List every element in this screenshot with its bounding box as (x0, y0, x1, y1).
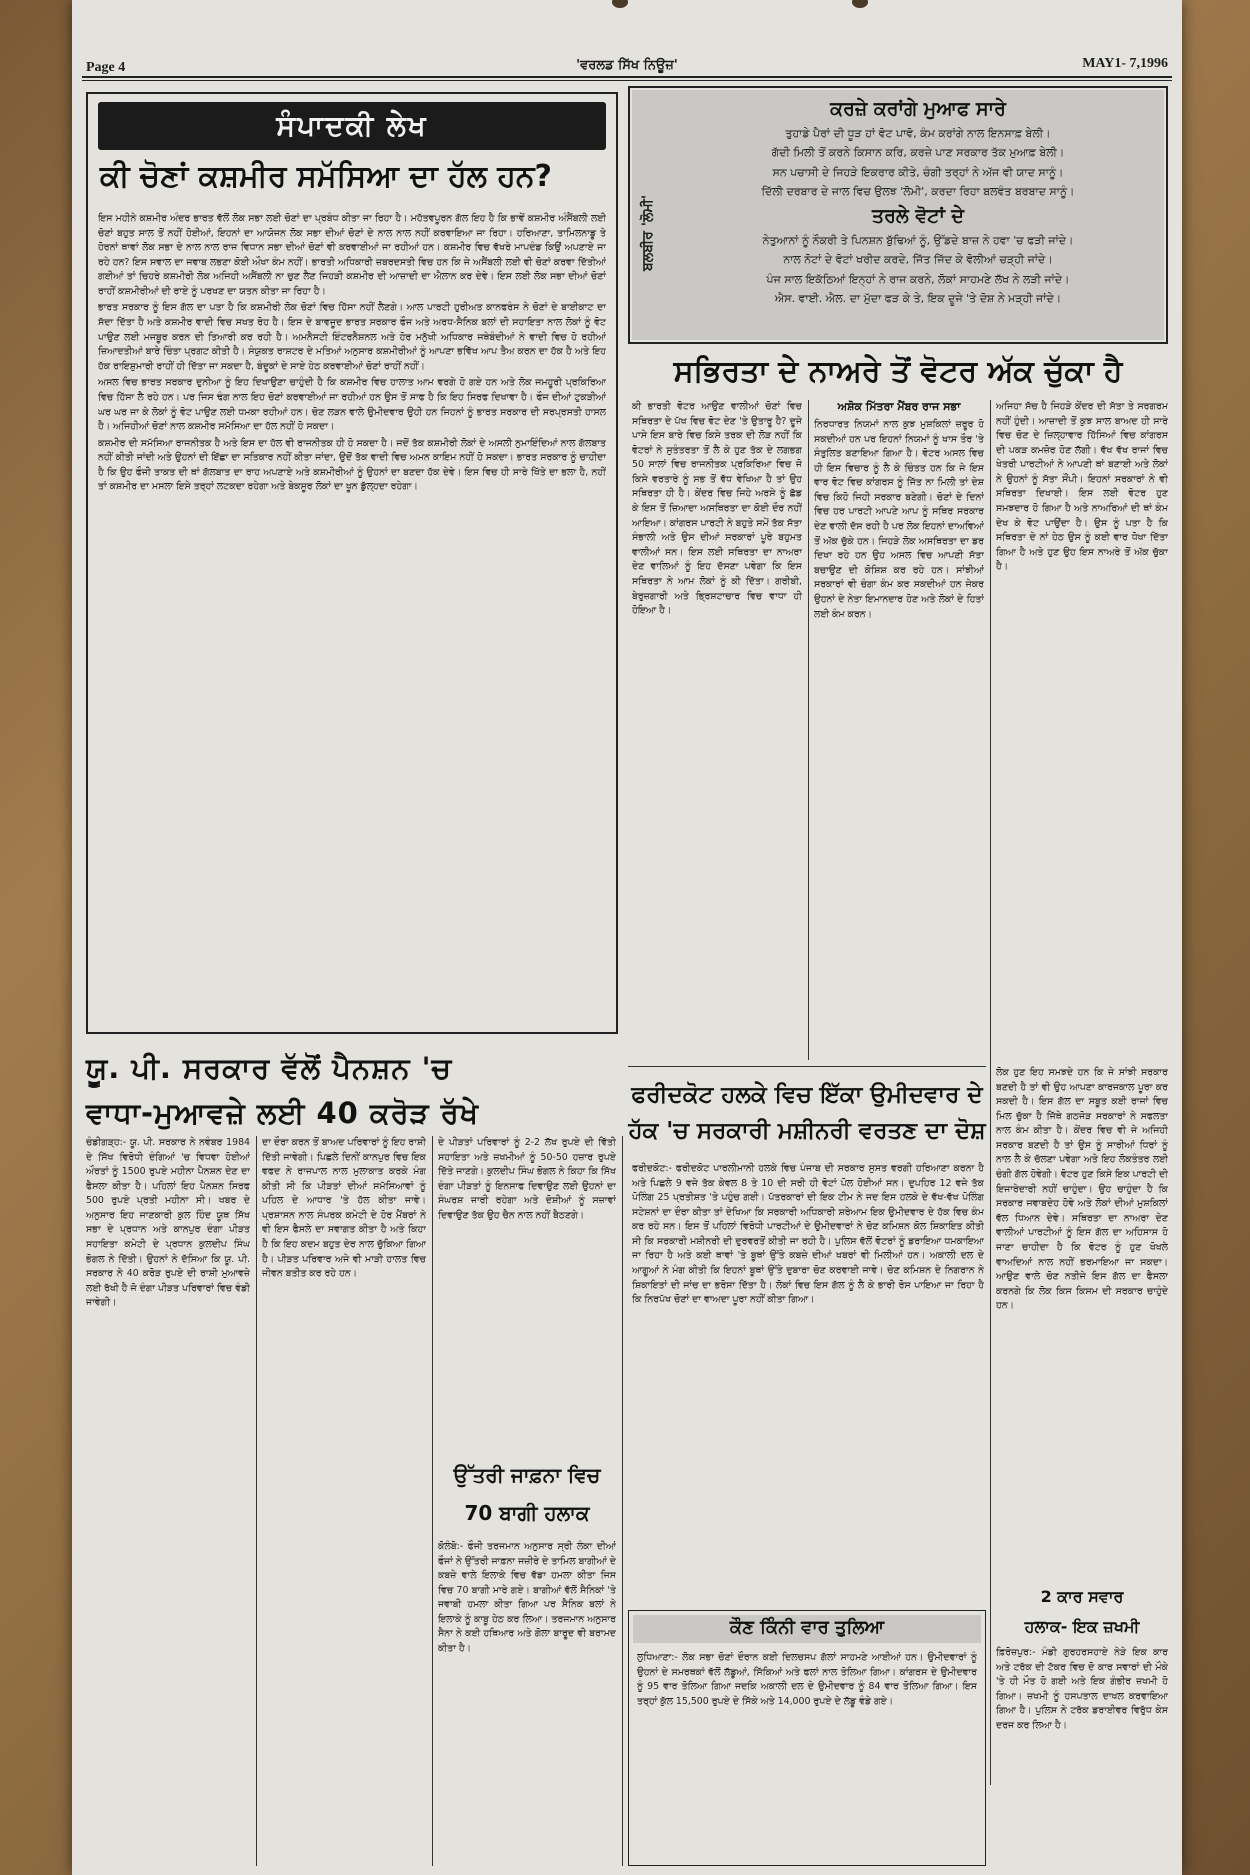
accident-headline (996, 1582, 1168, 1641)
jaffna-headline-line: 70 ਬਾਗੀ ਹਲਾਕ (464, 1501, 590, 1525)
voters-column-3: ਅਜਿਹਾ ਸੱਚ ਹੈ ਜਿਹੜੇ ਕੇਂਦਰ ਦੀ ਸੱਤਾ ਤੇ ਸਰਗਰਮ ਨਹੀਂ ਹੁੰਦੀ। ਆਜ਼ਾਦੀ ਤੋਂ ਕੁਝ ਸਾਲ ਬਾਅਦ ਹੀ ਸਾਰੇ ਵਿਚ ਚੋਣ ਦੇ ਜ਼ਿਲ੍ਹਾਵਾਰ ਹਿੱਸਿਆਂ ਵਿਚ ਕਾਂਗਰਸ ਦੀ ਪਕੜ ਕਮਜ਼ੋਰ ਹੋਣ ਲੱਗੀ। ਵੱਖ ਵੱਖ ਰਾਜਾਂ ਵਿਚ ਖੇਤਰੀ ਪਾਰਟੀਆਂ ਨੇ ਆਪਣੀ ਥਾਂ ਬਣਾਈ ਅਤੇ ਲੋਕਾਂ ਨੇ ਉਹਨਾਂ ਨੂੰ ਸੱਤਾ ਸੌਂਪੀ। ਇਹਨਾਂ ਸਰਕਾਰਾਂ ਨੇ ਵੀ ਸਥਿਰਤਾ ਦਿਖਾਈ। ਇਸ ਲਈ ਵੋਟਰ ਹੁਣ ਸਮਝਦਾਰ ਹੋ ਗਿਆ ਹੈ ਅਤੇ ਨਾਅਰਿਆਂ ਦੀ ਥਾਂ ਕੰਮ ਦੇਖ ਕੇ ਵੋਟ ਪਾਉਂਦਾ ਹੈ। ਉਸ ਨੂੰ ਪਤਾ ਹੈ ਕਿ ਸਥਿਰਤਾ ਦੇ ਨਾਂ ਹੇਠ ਉਸ ਨੂੰ ਕਈ ਵਾਰ ਧੋਖਾ ਦਿੱਤਾ ਗਿਆ ਹੈ ਅਤੇ ਹੁਣ ਉਹ ਇਸ ਨਾਅਰੇ ਤੋਂ ਅੱਕ ਚੁੱਕਾ ਹੈ। (996, 401, 1168, 573)
pension-headline-line: ਵਾਧਾ-ਮੁਆਵਜ਼ੇ ਲਈ 40 ਕਰੋੜ ਰੱਖੇ (86, 1095, 480, 1130)
poem-line: ਨੇਤੁਆਨਾਂ ਨੂੰ ਨੌਕਰੀ ਤੇ ਪਿਨਸ਼ਨ ਬੁੱਢਿਆਂ ਨੂੰ, ਉੱਡਦੇ ਬਾਜ਼ ਨੇ ਹਵਾ 'ਚ ਫੜੀ ਜਾਂਦੇ। (762, 234, 1074, 247)
faridkot-headline (628, 1078, 986, 1149)
voters-column-2 (814, 400, 984, 1060)
jaffna-headline-line: ਉੱਤਰੀ ਜਾਫ਼ਨਾ ਵਿਚ (453, 1463, 601, 1487)
voters-column-4: ਲੋਕ ਹੁਣ ਇਹ ਸਮਝਦੇ ਹਨ ਕਿ ਜੇ ਸਾਂਝੀ ਸਰਕਾਰ ਬਣਦੀ ਹੈ ਤਾਂ ਵੀ ਉਹ ਆਪਣਾ ਕਾਰਜਕਾਲ ਪੂਰਾ ਕਰ ਸਕਦੀ ਹੈ। ਇਸ ਗੱਲ ਦਾ ਸਬੂਤ ਕਈ ਰਾਜਾਂ ਵਿਚ ਮਿਲ ਚੁੱਕਾ ਹੈ ਜਿੱਥੇ ਗਠਜੋੜ ਸਰਕਾਰਾਂ ਨੇ ਸਫਲਤਾ ਨਾਲ ਕੰਮ ਕੀਤਾ ਹੈ। ਕੇਂਦਰ ਵਿਚ ਵੀ ਜੇ ਅਜਿਹੀ ਸਰਕਾਰ ਬਣਦੀ ਹੈ ਤਾਂ ਉਸ ਨੂੰ ਸਾਰੀਆਂ ਧਿਰਾਂ ਨੂੰ ਨਾਲ ਲੈ ਕੇ ਚੱਲਣਾ ਪਵੇਗਾ ਅਤੇ ਇਹ ਲੋਕਤੰਤਰ ਲਈ ਚੰਗੀ ਗੱਲ ਹੋਵੇਗੀ। ਵੋਟਰ ਹੁਣ ਕਿਸੇ ਇਕ ਪਾਰਟੀ ਦੀ ਇਜਾਰੇਦਾਰੀ ਨਹੀਂ ਚਾਹੁੰਦਾ। ਉਹ ਚਾਹੁੰਦਾ ਹੈ ਕਿ ਸਰਕਾਰ ਜਵਾਬਦੇਹ ਹੋਵੇ ਅਤੇ ਲੋਕਾਂ ਦੀਆਂ ਮੁਸ਼ਕਿਲਾਂ ਵੱਲ ਧਿਆਨ ਦੇਵੇ। ਸਥਿਰਤਾ ਦਾ ਨਾਅਰਾ ਦੇਣ ਵਾਲੀਆਂ ਪਾਰਟੀਆਂ ਨੂੰ ਇਸ ਗੱਲ ਦਾ ਅਹਿਸਾਸ ਹੋ ਜਾਣਾ ਚਾਹੀਦਾ ਹੈ ਕਿ ਵੋਟਰ ਨੂੰ ਹੁਣ ਖੋਖਲੇ ਵਾਅਦਿਆਂ ਨਾਲ ਨਹੀਂ ਭਰਮਾਇਆ ਜਾ ਸਕਦਾ। ਆਉਣ ਵਾਲੇ ਚੋਣ ਨਤੀਜੇ ਇਸ ਗੱਲ ਦਾ ਫੈਸਲਾ ਕਰਨਗੇ ਕਿ ਲੋਕ ਕਿਸ ਕਿਸਮ ਦੀ ਸਰਕਾਰ ਚਾਹੁੰਦੇ ਹਨ। (996, 1067, 1168, 1312)
column-divider (256, 1136, 257, 1866)
poem-line: ਨਾਲ ਨੋਟਾਂ ਦੇ ਵੋਟਾਂ ਖਰੀਦ ਕਰਦੇ, ਜਿੱਤ ਜਿੱਦ ਕੇ ਵੋਲੀਆਂ ਚੜ੍ਹੀ ਜਾਂਦੇ। (783, 253, 1053, 267)
poem-line: ਐਸ. ਵਾਈ. ਐਲ. ਦਾ ਮੁੱਦਾ ਫੜ ਕੇ ਤੇ, ਇਕ ਦੂਜੇ 'ਤੇ ਦੋਸ਼ ਨੇ ਮੜ੍ਹੀ ਜਾਂਦੇ। (774, 291, 1062, 305)
poem-line: ਦਿੱਲੀ ਦਰਬਾਰ ਦੇ ਜਾਲ ਵਿਚ ਉਲਝ 'ਲੋਮੀ', ਕਰਦਾ ਰਿਹਾ ਬਲਵੰਤ ਬਰਬਾਦ ਸਾਨੂੰ। (761, 184, 1075, 198)
column-divider (432, 1136, 433, 1866)
count-box (628, 1610, 986, 1866)
section-rule (628, 1066, 986, 1067)
editorial-banner: ਸੰਪਾਦਕੀ ਲੇਖ (98, 102, 606, 150)
poem-title-2: ਤਰਲੇ ਵੋਟਾਂ ਦੇ (871, 205, 965, 227)
accident-headline-line: ਹਲਾਕ- ਇਕ ਜ਼ਖਮੀ (1024, 1616, 1140, 1636)
pension-headline-line: ਯੂ. ਪੀ. ਸਰਕਾਰ ਵੱਲੋਂ ਪੈਨਸ਼ਨ 'ਚ (86, 1051, 453, 1085)
punch-hole (852, 0, 868, 8)
pension-column-2: ਦਾ ਦੌਰਾ ਕਰਨ ਤੋਂ ਬਾਅਦ ਪਰਿਵਾਰਾਂ ਨੂੰ ਇਹ ਰਾਸ਼ੀ ਦਿੱਤੀ ਜਾਵੇਗੀ। ਪਿਛਲੇ ਦਿਨੀਂ ਕਾਨਪੁਰ ਵਿਚ ਇਕ ਵਫਦ ਨੇ ਰਾਜਪਾਲ ਨਾਲ ਮੁਲਾਕਾਤ ਕਰਕੇ ਮੰਗ ਕੀਤੀ ਸੀ ਕਿ ਪੀੜਤਾਂ ਦੀਆਂ ਸਮੱਸਿਆਵਾਂ ਨੂੰ ਪਹਿਲ ਦੇ ਆਧਾਰ 'ਤੇ ਹੱਲ ਕੀਤਾ ਜਾਵੇ। ਪ੍ਰਸ਼ਾਸਨ ਨਾਲ ਸੰਪਰਕ ਕਮੇਟੀ ਦੇ ਹੋਰ ਮੈਂਬਰਾਂ ਨੇ ਵੀ ਇਸ ਫੈਸਲੇ ਦਾ ਸਵਾਗਤ ਕੀਤਾ ਹੈ ਅਤੇ ਕਿਹਾ ਹੈ ਕਿ ਇਹ ਕਦਮ ਬਹੁਤ ਦੇਰ ਨਾਲ ਚੁੱਕਿਆ ਗਿਆ ਹੈ। ਪੀੜਤ ਪਰਿਵਾਰ ਅਜੇ ਵੀ ਮਾੜੀ ਹਾਲਤ ਵਿਚ ਜੀਵਨ ਬਤੀਤ ਕਰ ਰਹੇ ਹਨ। (262, 1137, 426, 1280)
editorial-box (86, 92, 618, 1034)
page-number: Page 4 (86, 60, 126, 75)
count-title: ਕੌਣ ਕਿੰਨੀ ਵਾਰ ਤੁਲਿਆ (729, 1617, 885, 1638)
newspaper-name: 'ਵਰਲਡ ਸਿੱਖ ਨਿਊਜ਼' (576, 58, 678, 73)
poem-title-1: ਕਰਜ਼ੇ ਕਰਾਂਗੇ ਮੁਆਫ ਸਾਰੇ (830, 98, 1006, 120)
pension-column-1: ਚੰਡੀਗੜ੍ਹ:- ਯੂ. ਪੀ. ਸਰਕਾਰ ਨੇ ਨਵੰਬਰ 1984 ਦੇ ਸਿੱਖ ਵਿਰੋਧੀ ਦੰਗਿਆਂ 'ਚ ਵਿਧਵਾ ਹੋਈਆਂ ਔਰਤਾਂ ਨੂੰ 1500 ਰੁਪਏ ਮਹੀਨਾ ਪੈਨਸ਼ਨ ਦੇਣ ਦਾ ਫੈਸਲਾ ਕੀਤਾ ਹੈ। ਪਹਿਲਾਂ ਇਹ ਪੈਨਸ਼ਨ ਸਿਰਫ 500 ਰੁਪਏ ਪ੍ਰਤੀ ਮਹੀਨਾ ਸੀ। ਖਬਰ ਦੇ ਅਨੁਸਾਰ ਇਹ ਜਾਣਕਾਰੀ ਕੁਲ ਹਿੰਦ ਯੂਥ ਸਿੱਖ ਸਭਾ ਦੇ ਪ੍ਰਧਾਨ ਅਤੇ ਕਾਨਪੁਰ ਦੰਗਾ ਪੀੜਤ ਸਹਾਇਤਾ ਕਮੇਟੀ ਦੇ ਪ੍ਰਧਾਨ ਕੁਲਦੀਪ ਸਿੰਘ ਭੋਗਲ ਨੇ ਦਿੱਤੀ। ਉਹਨਾਂ ਨੇ ਦੱਸਿਆ ਕਿ ਯੂ. ਪੀ. ਸਰਕਾਰ ਨੇ 40 ਕਰੋੜ ਰੁਪਏ ਦੀ ਰਾਸ਼ੀ ਮੁਆਵਜ਼ੇ ਲਈ ਰੱਖੀ ਹੈ ਜੋ ਦੰਗਾ ਪੀੜਤ ਪਰਿਵਾਰਾਂ ਵਿਚ ਵੰਡੀ ਜਾਵੇਗੀ। (86, 1137, 250, 1309)
editorial-paragraph: ਇਸ ਮਹੀਨੇ ਕਸ਼ਮੀਰ ਅੰਦਰ ਭਾਰਤ ਵੱਲੋਂ ਲੋਕ ਸਭਾ ਲਈ ਚੋਣਾਂ ਦਾ ਪ੍ਰਬੰਧ ਕੀਤਾ ਜਾ ਰਿਹਾ ਹੈ। ਮਹੱਤਵਪੂਰਨ ਗੱਲ ਇਹ ਹੈ ਕਿ ਭਾਵੇਂ ਕਸ਼ਮੀਰ ਅੰਸੈਂਬਲੀ ਲਈ ਚੋਣਾਂ ਬਹੁਤ ਸਾਲ ਤੋਂ ਨਹੀਂ ਹੋਈਆਂ, ਇਹਨਾਂ ਦਾ ਆਯੋਜਨ ਲੋਕ ਸਭਾ ਦੀਆਂ ਚੋਣਾਂ ਦੇ ਨਾਲ ਨਾਲ ਨਹੀਂ ਕਰਵਾਇਆ ਜਾ ਰਿਹਾ। ਹਰਿਆਣਾ, ਤਾਮਿਲਨਾਡੂ ਤੇ ਹੋਰਨਾਂ ਥਾਵਾਂ ਲੋਕ ਸਭਾ ਦੇ ਨਾਲ ਨਾਲ ਰਾਜ ਵਿਧਾਨ ਸਭਾ ਦੀਆਂ ਚੋਣਾਂ ਵੀ ਕਰਵਾਈਆਂ ਜਾ ਰਹੀਆਂ ਹਨ। ਕਸ਼ਮੀਰ ਵਿਚ ਵੱਖਰੇ ਮਾਪਦੰਡ ਕਿਉਂ ਅਪਣਾਏ ਜਾ ਰਹੇ ਹਨ? ਇਸ ਸਵਾਲ ਦਾ ਜਵਾਬ ਲਭਣਾ ਕੋਈ ਔਖਾ ਕੰਮ ਨਹੀਂ। ਭਾਰਤੀ ਅਧਿਕਾਰੀ ਜ਼ਬਰਦਸਤੀ ਵਿਚ ਹਨ ਕਿ ਜੇ ਅਸੈਂਬਲੀ ਲਈ ਵੀ ਚੋਣਾਂ ਕਰਵਾ ਦਿੱਤੀਆਂ ਗਈਆਂ ਤਾਂ ਚਿਹਰੇ ਕਸ਼ਮੀਰੀ ਲੋਕ ਅਜਿਹੀ ਅਸੈਂਬਲੀ ਨਾ ਚੁਣ ਲੈਣ ਜਿਹੜੀ ਕਸ਼ਮੀਰ ਦੀ ਆਜ਼ਾਦੀ ਦਾ ਐਲਾਨ ਕਰ ਦੇਵੇ। ਇਸ ਲਈ ਲੋਕ ਸਭਾ ਦੀਆਂ ਚੋਣਾਂ ਰਾਹੀਂ ਕਸ਼ਮੀਰੀਆਂ ਦੀ ਰਾਏ ਨੂੰ ਪਰਖਣ ਦਾ ਯਤਨ ਕੀਤਾ ਜਾ ਰਿਹਾ ਹੈ। (98, 213, 606, 297)
newspaper-page (72, 0, 1182, 1875)
poem-stanza-1 (680, 124, 1156, 201)
column-divider (622, 1136, 623, 1866)
voters-column-1: ਕੀ ਭਾਰਤੀ ਵੋਟਰ ਆਉਣ ਵਾਲੀਆਂ ਚੋਣਾਂ ਵਿਚ ਸਥਿਰਤਾ ਦੇ ਪੱਖ ਵਿਚ ਵੋਟ ਦੇਣ 'ਤੇ ਉਤਾਰੂ ਹੈ? ਦੂਜੇ ਪਾਸੇ ਇਸ ਬਾਰੇ ਵਿਚ ਕਿਸੇ ਤਰਕ ਦੀ ਲੋੜ ਨਹੀਂ ਕਿ ਵੋਟਰਾਂ ਨੇ ਸੁਤੰਤਰਤਾ ਤੋਂ ਲੈ ਕੇ ਹੁਣ ਤੱਕ ਦੇ ਲਗਭਗ 50 ਸਾਲਾਂ ਵਿਚ ਰਾਜਨੀਤਕ ਪ੍ਰਕਿਰਿਆ ਵਿਚ ਜੋ ਕਿਸੇ ਵਰਤਾਰੇ ਨੂੰ ਸਭ ਤੋਂ ਵੱਧ ਵੇਖਿਆ ਹੈ ਤਾਂ ਉਹ ਸਥਿਰਤਾ ਹੀ ਹੈ। ਕੇਂਦਰ ਵਿਚ ਜਿਹੇ ਅਰਸੇ ਨੂੰ ਛੱਡ ਕੇ ਇਸ ਤੋਂ ਜ਼ਿਆਦਾ ਅਸਥਿਰਤਾ ਦਾ ਕੋਈ ਦੌਰ ਨਹੀਂ ਆਇਆ। ਕਾਂਗਰਸ ਪਾਰਟੀ ਨੇ ਬਹੁਤੇ ਸਮੇਂ ਤੱਕ ਸੱਤਾ ਸੰਭਾਲੀ ਅਤੇ ਉਸ ਦੀਆਂ ਸਰਕਾਰਾਂ ਪੂਰੇ ਬਹੁਮਤ ਵਾਲੀਆਂ ਸਨ। ਇਸ ਲਈ ਸਥਿਰਤਾ ਦਾ ਨਾਅਰਾ ਦੇਣ ਵਾਲਿਆਂ ਨੂੰ ਇਹ ਦੱਸਣਾ ਪਵੇਗਾ ਕਿ ਇਸ ਸਥਿਰਤਾ ਨੇ ਆਮ ਲੋਕਾਂ ਨੂੰ ਕੀ ਦਿੱਤਾ। ਗਰੀਬੀ, ਬੇਰੁਜ਼ਗਾਰੀ ਅਤੇ ਭ੍ਰਿਸ਼ਟਾਚਾਰ ਵਿਚ ਵਾਧਾ ਹੀ ਹੋਇਆ ਹੈ। (632, 401, 802, 617)
pension-headline (86, 1046, 626, 1136)
editorial-paragraph: ਅਸਲ ਵਿਚ ਭਾਰਤ ਸਰਕਾਰ ਦੁਨੀਆ ਨੂੰ ਇਹ ਦਿਖਾਉਣਾ ਚਾਹੁੰਦੀ ਹੈ ਕਿ ਕਸ਼ਮੀਰ ਵਿਚ ਹਾਲਾਤ ਆਮ ਵਰਗੇ ਹੋ ਗਏ ਹਨ ਅਤੇ ਲੋਕ ਜਮਹੂਰੀ ਪ੍ਰਕਿਰਿਆ ਵਿਚ ਹਿੱਸਾ ਲੈ ਰਹੇ ਹਨ। ਪਰ ਜਿਸ ਢੰਗ ਨਾਲ ਇਹ ਚੋਣਾਂ ਕਰਵਾਈਆਂ ਜਾ ਰਹੀਆਂ ਹਨ ਉਸ ਤੋਂ ਸਾਫ ਹੈ ਕਿ ਇਹ ਸਿਰਫ ਦਿਖਾਵਾ ਹੈ। ਫੌਜ ਦੀਆਂ ਟੁਕੜੀਆਂ ਘਰ ਘਰ ਜਾ ਕੇ ਲੋਕਾਂ ਨੂੰ ਵੋਟ ਪਾਉਣ ਲਈ ਧਮਕਾ ਰਹੀਆਂ ਹਨ। ਚੋਣ ਲੜਨ ਵਾਲੇ ਉਮੀਦਵਾਰ ਉਹੀ ਹਨ ਜਿਹਨਾਂ ਨੂੰ ਭਾਰਤ ਸਰਕਾਰ ਦੀ ਸਰਪ੍ਰਸਤੀ ਹਾਸਲ ਹੈ। ਅਜਿਹੀਆਂ ਚੋਣਾਂ ਨਾਲ ਕਸ਼ਮੀਰ ਸਮੱਸਿਆ ਦਾ ਹੱਲ ਨਹੀਂ ਹੋ ਸਕਦਾ। (98, 377, 606, 433)
issue-date: MAY1- 7,1996 (1082, 56, 1168, 71)
poem-line: ਸਨ ਪਚਾਸੀ ਦੇ ਜਿਹੜੇ ਇਕਰਾਰ ਕੀਤੇ, ਚੰਗੀ ਤਰ੍ਹਾਂ ਨੇ ਅੱਜ ਵੀ ਯਾਦ ਸਾਨੂੰ। (772, 165, 1064, 179)
poet-name: ਬਲਬੀਰ 'ਲੋਮੀ' (640, 194, 656, 272)
faridkot-headline-line: ਹੱਕ 'ਚ ਸਰਕਾਰੀ ਮਸ਼ੀਨਰੀ ਵਰਤਣ ਦਾ ਦੋਸ਼ (628, 1117, 986, 1144)
faridkot-body: ਫਰੀਦਕੋਟ:- ਫਰੀਦਕੋਟ ਪਾਰਲੀਮਾਨੀ ਹਲਕੇ ਵਿਚ ਪੰਜਾਬ ਦੀ ਸਰਕਾਰ ਸੁਸਤ ਵਰਗੀ ਹਰਿਆਣਾ ਕਰਨਾ ਹੈ ਅਤੇ ਪਿਛਲੇ 9 ਵਜੇ ਤੱਕ ਕੇਵਲ 8 ਤੇ 10 ਦੀ ਸਰੀ ਹੀ ਵੋਟਾਂ ਪੋਲ ਹੋਈਆਂ ਸਨ। ਦੁਪਹਿਰ 12 ਵਜੇ ਤੱਕ ਪੋਲਿੰਗ 25 ਪ੍ਰਤੀਸ਼ਤ 'ਤੇ ਪਹੁੰਚ ਗਈ। ਪੱਤਰਕਾਰਾਂ ਦੀ ਇਕ ਟੀਮ ਨੇ ਜਦ ਇਸ ਹਲਕੇ ਦੇ ਵੱਖ-ਵੱਖ ਪੋਲਿੰਗ ਸਟੇਸ਼ਨਾਂ ਦਾ ਦੌਰਾ ਕੀਤਾ ਤਾਂ ਦੇਖਿਆ ਕਿ ਸਰਕਾਰੀ ਅਧਿਕਾਰੀ ਸ਼ਰੇਆਮ ਇਕ ਉਮੀਦਵਾਰ ਦੇ ਹੱਕ ਵਿਚ ਕੰਮ ਕਰ ਰਹੇ ਸਨ। ਇਸ ਤੋਂ ਪਹਿਲਾਂ ਵਿਰੋਧੀ ਪਾਰਟੀਆਂ ਦੇ ਉਮੀਦਵਾਰਾਂ ਨੇ ਚੋਣ ਕਮਿਸ਼ਨ ਕੋਲ ਸ਼ਿਕਾਇਤ ਕੀਤੀ ਸੀ ਕਿ ਸਰਕਾਰੀ ਮਸ਼ੀਨਰੀ ਦੀ ਦੁਰਵਰਤੋਂ ਕੀਤੀ ਜਾ ਰਹੀ ਹੈ। ਪੁਲਿਸ ਵੱਲੋਂ ਵੋਟਰਾਂ ਨੂੰ ਡਰਾਇਆ ਧਮਕਾਇਆ ਜਾ ਰਿਹਾ ਹੈ ਅਤੇ ਕਈ ਥਾਵਾਂ 'ਤੇ ਬੂਥਾਂ ਉੱਤੇ ਕਬਜ਼ੇ ਦੀਆਂ ਖਬਰਾਂ ਵੀ ਮਿਲੀਆਂ ਹਨ। ਅਕਾਲੀ ਦਲ ਦੇ ਆਗੂਆਂ ਨੇ ਮੰਗ ਕੀਤੀ ਕਿ ਇਹਨਾਂ ਬੂਥਾਂ ਉੱਤੇ ਦੁਬਾਰਾ ਚੋਣ ਕਰਵਾਈ ਜਾਵੇ। ਚੋਣ ਕਮਿਸ਼ਨ ਦੇ ਨਿਗਰਾਨ ਨੇ ਸ਼ਿਕਾਇਤਾਂ ਦੀ ਜਾਂਚ ਦਾ ਭਰੋਸਾ ਦਿੱਤਾ ਹੈ। ਲੋਕਾਂ ਵਿਚ ਇਸ ਗੱਲ ਨੂੰ ਲੈ ਕੇ ਭਾਰੀ ਰੋਸ ਪਾਇਆ ਜਾ ਰਿਹਾ ਹੈ ਕਿ ਨਿਰਪੱਖ ਚੋਣਾਂ ਦਾ ਵਾਅਦਾ ਪੂਰਾ ਨਹੀਂ ਕੀਤਾ ਗਿਆ। (632, 1163, 984, 1306)
voters-headline: ਸਭਿਰਤਾ ਦੇ ਨਾਅਰੇ ਤੋਂ ਵੋਟਰ ਅੱਕ ਚੁੱਕਾ ਹੈ (673, 354, 1123, 389)
faridkot-headline-line: ਫਰੀਦਕੋਟ ਹਲਕੇ ਵਿਚ ਇੱਕਾ ਉਮੀਦਵਾਰ ਦੇ (631, 1082, 983, 1108)
editorial-paragraph: ਕਸ਼ਮੀਰ ਦੀ ਸਮੱਸਿਆ ਰਾਜਨੀਤਕ ਹੈ ਅਤੇ ਇਸ ਦਾ ਹੱਲ ਵੀ ਰਾਜਨੀਤਕ ਹੀ ਹੋ ਸਕਦਾ ਹੈ। ਜਦੋਂ ਤੱਕ ਕਸ਼ਮੀਰੀ ਲੋਕਾਂ ਦੇ ਅਸਲੀ ਨੁਮਾਇੰਦਿਆਂ ਨਾਲ ਗੱਲਬਾਤ ਨਹੀਂ ਕੀਤੀ ਜਾਂਦੀ ਅਤੇ ਉਹਨਾਂ ਦੀ ਇੱਛਾ ਦਾ ਸਤਿਕਾਰ ਨਹੀਂ ਕੀਤਾ ਜਾਂਦਾ, ਉਦੋਂ ਤੱਕ ਵਾਦੀ ਵਿਚ ਅਮਨ ਕਾਇਮ ਨਹੀਂ ਹੋ ਸਕਦਾ। ਭਾਰਤ ਸਰਕਾਰ ਨੂੰ ਚਾਹੀਦਾ ਹੈ ਕਿ ਉਹ ਫੌਜੀ ਤਾਕਤ ਦੀ ਥਾਂ ਗੱਲਬਾਤ ਦਾ ਰਾਹ ਅਪਣਾਏ ਅਤੇ ਕਸ਼ਮੀਰੀਆਂ ਨੂੰ ਉਹਨਾਂ ਦਾ ਬਣਦਾ ਹੱਕ ਦੇਵੇ। ਇਸ ਵਿਚ ਹੀ ਸਾਰੇ ਖਿੱਤੇ ਦਾ ਭਲਾ ਹੈ, ਨਹੀਂ ਤਾਂ ਕਸ਼ਮੀਰ ਦਾ ਮਸਲਾ ਇਸੇ ਤਰ੍ਹਾਂ ਲਟਕਦਾ ਰਹੇਗਾ ਅਤੇ ਬੇਕਸੂਰ ਲੋਕਾਂ ਦਾ ਖੂਨ ਡੁੱਲ੍ਹਦਾ ਰਹੇਗਾ। (98, 437, 606, 493)
poem-line: ਪੰਜ ਸਾਲ ਇਕੱਠਿਆਂ ਇਨ੍ਹਾਂ ਨੇ ਰਾਜ ਕਰਨੇ, ਲੋਕਾਂ ਸਾਹਮਣੇ ਲੱਖ ਨੇ ਲੜੀ ਜਾਂਦੇ। (766, 272, 1070, 286)
jaffna-headline (438, 1456, 616, 1532)
accident-headline-line: 2 ਕਾਰ ਸਵਾਰ (1040, 1587, 1124, 1606)
editorial-headline: ਕੀ ਚੋਣਾਂ ਕਸ਼ਮੀਰ ਸਮੱਸਿਆ ਦਾ ਹੱਲ ਹਨ? (100, 159, 552, 194)
poem-stanza-2 (680, 231, 1156, 308)
column-divider (808, 400, 809, 1060)
voters-column-2-text: ਨਿਰਧਾਰਤ ਨਿਯਮਾਂ ਨਾਲ ਕੁਝ ਮੁਸ਼ਕਿਲਾਂ ਜ਼ਰੂਰ ਹੋ ਸਕਦੀਆਂ ਹਨ ਪਰ ਇਹਨਾਂ ਨਿਯਮਾਂ ਨੂੰ ਖਾਸ ਤੌਰ 'ਤੇ ਸੰਤੁਲਿਤ ਬਣਾਇਆ ਗਿਆ ਹੈ। ਵੋਟਰ ਅਸਲ ਵਿਚ ਹੀ ਇਸ ਵਿਚਾਰ ਨੂੰ ਲੈ ਕੇ ਚਿੰਤਤ ਹਨ ਕਿ ਜੇ ਇਸ ਵਾਰ ਵੋਟ ਵਿਚ ਕਾਂਗਰਸ ਨੂੰ ਜਿੱਤ ਨਾ ਮਿਲੀ ਤਾਂ ਦੇਸ਼ ਵਿਚ ਕਿਹੋ ਜਿਹੀ ਸਰਕਾਰ ਬਣੇਗੀ। ਚੋਣਾਂ ਦੇ ਦਿਨਾਂ ਵਿਚ ਹਰ ਪਾਰਟੀ ਆਪਣੇ ਆਪ ਨੂੰ ਸਥਿਰ ਸਰਕਾਰ ਦੇਣ ਵਾਲੀ ਦੱਸ ਰਹੀ ਹੈ ਪਰ ਲੋਕ ਇਹਨਾਂ ਦਾਅਵਿਆਂ ਤੋਂ ਅੱਕ ਚੁੱਕੇ ਹਨ। ਜਿਹੜੇ ਲੋਕ ਅਸਥਿਰਤਾ ਦਾ ਡਰ ਦਿਖਾ ਰਹੇ ਹਨ ਉਹ ਅਸਲ ਵਿਚ ਆਪਣੀ ਸੱਤਾ ਬਚਾਉਣ ਦੀ ਕੋਸ਼ਿਸ਼ ਕਰ ਰਹੇ ਹਨ। ਸਾਂਝੀਆਂ ਸਰਕਾਰਾਂ ਵੀ ਚੰਗਾ ਕੰਮ ਕਰ ਸਕਦੀਆਂ ਹਨ ਜੇਕਰ ਉਹਨਾਂ ਦੇ ਨੇਤਾ ਇਮਾਨਦਾਰ ਹੋਣ ਅਤੇ ਲੋਕਾਂ ਦੇ ਹਿਤਾਂ ਲਈ ਕੰਮ ਕਰਨ। (814, 419, 984, 620)
poem-line: ਗੱਦੀ ਮਿਲੀ ਤੋਂ ਕਰਨੇ ਕਿਸਾਨ ਕਰਿ, ਕਰਜ਼ੇ ਪਾਣ ਸਰਕਾਰ ਤੱਕ ਮੁਆਫ਼ ਬੇਲੀ। (771, 146, 1065, 160)
pension-column-3: ਦੇ ਪੀੜਤਾਂ ਪਰਿਵਾਰਾਂ ਨੂੰ 2-2 ਲੱਖ ਰੁਪਏ ਦੀ ਵਿੱਤੀ ਸਹਾਇਤਾ ਅਤੇ ਜ਼ਖਮੀਆਂ ਨੂੰ 50-50 ਹਜ਼ਾਰ ਰੁਪਏ ਦਿੱਤੇ ਜਾਣਗੇ। ਕੁਲਦੀਪ ਸਿੰਘ ਭੋਗਲ ਨੇ ਕਿਹਾ ਕਿ ਸਿੱਖ ਦੰਗਾ ਪੀੜਤਾਂ ਨੂੰ ਇਨਸਾਫ ਦਿਵਾਉਣ ਲਈ ਉਹਨਾਂ ਦਾ ਸੰਘਰਸ਼ ਜਾਰੀ ਰਹੇਗਾ ਅਤੇ ਦੋਸ਼ੀਆਂ ਨੂੰ ਸਜ਼ਾਵਾਂ ਦਿਵਾਉਣ ਤੱਕ ਉਹ ਚੈਨ ਨਾਲ ਨਹੀਂ ਬੈਠਣਗੇ। (438, 1137, 616, 1221)
editorial-paragraph: ਭਾਰਤ ਸਰਕਾਰ ਨੂੰ ਇਸ ਗੱਲ ਦਾ ਪਤਾ ਹੈ ਕਿ ਕਸ਼ਮੀਰੀ ਲੋਕ ਚੋਣਾਂ ਵਿਚ ਹਿੱਸਾ ਨਹੀਂ ਲੈਣਗੇ। ਆਲ ਪਾਰਟੀ ਹੁਰੀਅਤ ਕਾਨਫਰੰਸ ਨੇ ਚੋਣਾਂ ਦੇ ਬਾਈਕਾਟ ਦਾ ਸੱਦਾ ਦਿੱਤਾ ਹੈ ਅਤੇ ਕਸ਼ਮੀਰ ਵਾਦੀ ਵਿਚ ਸਖਤ ਰੋਹ ਹੈ। ਇਸ ਦੇ ਬਾਵਜੂਦ ਭਾਰਤ ਸਰਕਾਰ ਫੌਜ ਅਤੇ ਅਰਧ-ਸੈਨਿਕ ਬਲਾਂ ਦੀ ਸਹਾਇਤਾ ਨਾਲ ਲੋਕਾਂ ਨੂੰ ਵੋਟ ਪਾਉਣ ਲਈ ਮਜਬੂਰ ਕਰਨ ਦੀ ਤਿਆਰੀ ਕਰ ਰਹੀ ਹੈ। ਅਮਨੈਸਟੀ ਇੰਟਰਨੈਸ਼ਨਲ ਅਤੇ ਹੋਰ ਮਨੁੱਖੀ ਅਧਿਕਾਰ ਜਥੇਬੰਦੀਆਂ ਨੇ ਵਾਦੀ ਵਿਚ ਹੋ ਰਹੀਆਂ ਜ਼ਿਆਦਤੀਆਂ ਬਾਰੇ ਚਿੰਤਾ ਪ੍ਰਗਟ ਕੀਤੀ ਹੈ। ਸੰਯੁਕਤ ਰਾਸ਼ਟਰ ਦੇ ਮਤਿਆਂ ਅਨੁਸਾਰ ਕਸ਼ਮੀਰੀਆਂ ਨੂੰ ਆਪਣਾ ਭਵਿੱਖ ਆਪ ਤੈਅ ਕਰਨ ਦਾ ਹੱਕ ਹੈ ਅਤੇ ਇਹ ਹੱਕ ਰਾਇਸ਼ੁਮਾਰੀ ਰਾਹੀਂ ਹੀ ਦਿੱਤਾ ਜਾ ਸਕਦਾ ਹੈ, ਬੰਦੂਕਾਂ ਦੇ ਸਾਏ ਹੇਠ ਕਰਵਾਈਆਂ ਚੋਣਾਂ ਰਾਹੀਂ ਨਹੀਂ। (98, 302, 606, 372)
count-body: ਲੁਧਿਆਣਾ:- ਲੋਕ ਸਭਾ ਚੋਣਾਂ ਦੌਰਾਨ ਕਈ ਦਿਲਚਸਪ ਗੱਲਾਂ ਸਾਹਮਣੇ ਆਈਆਂ ਹਨ। ਉਮੀਦਵਾਰਾਂ ਨੂੰ ਉਹਨਾਂ ਦੇ ਸਮਰਥਕਾਂ ਵੱਲੋਂ ਲੱਡੂਆਂ, ਸਿੱਕਿਆਂ ਅਤੇ ਫਲਾਂ ਨਾਲ ਤੋਲਿਆ ਗਿਆ। ਕਾਂਗਰਸ ਦੇ ਉਮੀਦਵਾਰ ਨੂੰ 95 ਵਾਰ ਤੋਲਿਆ ਗਿਆ ਜਦਕਿ ਅਕਾਲੀ ਦਲ ਦੇ ਉਮੀਦਵਾਰ ਨੂੰ 84 ਵਾਰ ਤੋਲਿਆ ਗਿਆ। ਇਸ ਤਰ੍ਹਾਂ ਕੁੱਲ 15,500 ਰੁਪਏ ਦੇ ਸਿੱਕੇ ਅਤੇ 14,000 ਰੁਪਏ ਦੇ ਲੱਡੂ ਵੰਡੇ ਗਏ। (637, 1652, 977, 1707)
masthead-rule (82, 80, 1172, 81)
punch-hole (612, 0, 628, 8)
poem-box (628, 86, 1168, 344)
column-divider (990, 400, 991, 1785)
poem-line: ਤੁਹਾਡੇ ਪੈਰਾਂ ਦੀ ਧੂੜ ਹਾਂ ਵੋਟ ਪਾਵੋ, ਕੰਮ ਕਰਾਂਗੇ ਨਾਲ ਇਨਸਾਫ਼ ਬੇਲੀ। (785, 127, 1051, 140)
voters-byline: ਅਸ਼ੋਕ ਮਿੱਤਰਾ ਮੈਂਬਰ ਰਾਜ ਸਭਾ (837, 400, 961, 413)
masthead-rule (82, 76, 1172, 78)
accident-body: ਫ਼ਿਰੋਜ਼ਪੁਰ:- ਮੰਡੀ ਗੁਰਹਰਸਹਾਏ ਨੇੜੇ ਇਕ ਕਾਰ ਅਤੇ ਟਰੱਕ ਦੀ ਟੱਕਰ ਵਿਚ ਦੋ ਕਾਰ ਸਵਾਰਾਂ ਦੀ ਮੌਕੇ 'ਤੇ ਹੀ ਮੌਤ ਹੋ ਗਈ ਅਤੇ ਇਕ ਗੰਭੀਰ ਜ਼ਖਮੀ ਹੋ ਗਿਆ। ਜ਼ਖਮੀ ਨੂੰ ਹਸਪਤਾਲ ਦਾਖਲ ਕਰਵਾਇਆ ਗਿਆ ਹੈ। ਪੁਲਿਸ ਨੇ ਟਰੱਕ ਡਰਾਈਵਰ ਵਿਰੁੱਧ ਕੇਸ ਦਰਜ ਕਰ ਲਿਆ ਹੈ। (996, 1647, 1168, 1731)
editorial-body (98, 212, 606, 1024)
masthead (72, 56, 1182, 82)
jaffna-body: ਕੋਲੰਬੋ:- ਫੌਜੀ ਤਰਜਮਾਨ ਅਨੁਸਾਰ ਸ੍ਰੀ ਲੰਕਾ ਦੀਆਂ ਫੌਜਾਂ ਨੇ ਉੱਤਰੀ ਜਾਫ਼ਨਾ ਜਜ਼ੀਰੇ ਦੇ ਤਾਮਿਲ ਬਾਗੀਆਂ ਦੇ ਕਬਜ਼ੇ ਵਾਲੇ ਇਲਾਕੇ ਵਿਚ ਵੱਡਾ ਹਮਲਾ ਕੀਤਾ ਜਿਸ ਵਿਚ 70 ਬਾਗੀ ਮਾਰੇ ਗਏ। ਬਾਗੀਆਂ ਵੱਲੋਂ ਸੈਨਿਕਾਂ 'ਤੇ ਜਵਾਬੀ ਹਮਲਾ ਕੀਤਾ ਗਿਆ ਪਰ ਸੈਨਿਕ ਬਲਾਂ ਨੇ ਇਲਾਕੇ ਨੂੰ ਕਾਬੂ ਹੇਠ ਕਰ ਲਿਆ। ਤਰਜਮਾਨ ਅਨੁਸਾਰ ਸੈਨਾ ਨੇ ਕਈ ਹਥਿਆਰ ਅਤੇ ਗੋਲਾ ਬਾਰੂਦ ਵੀ ਬਰਾਮਦ ਕੀਤਾ ਹੈ। (438, 1541, 616, 1655)
